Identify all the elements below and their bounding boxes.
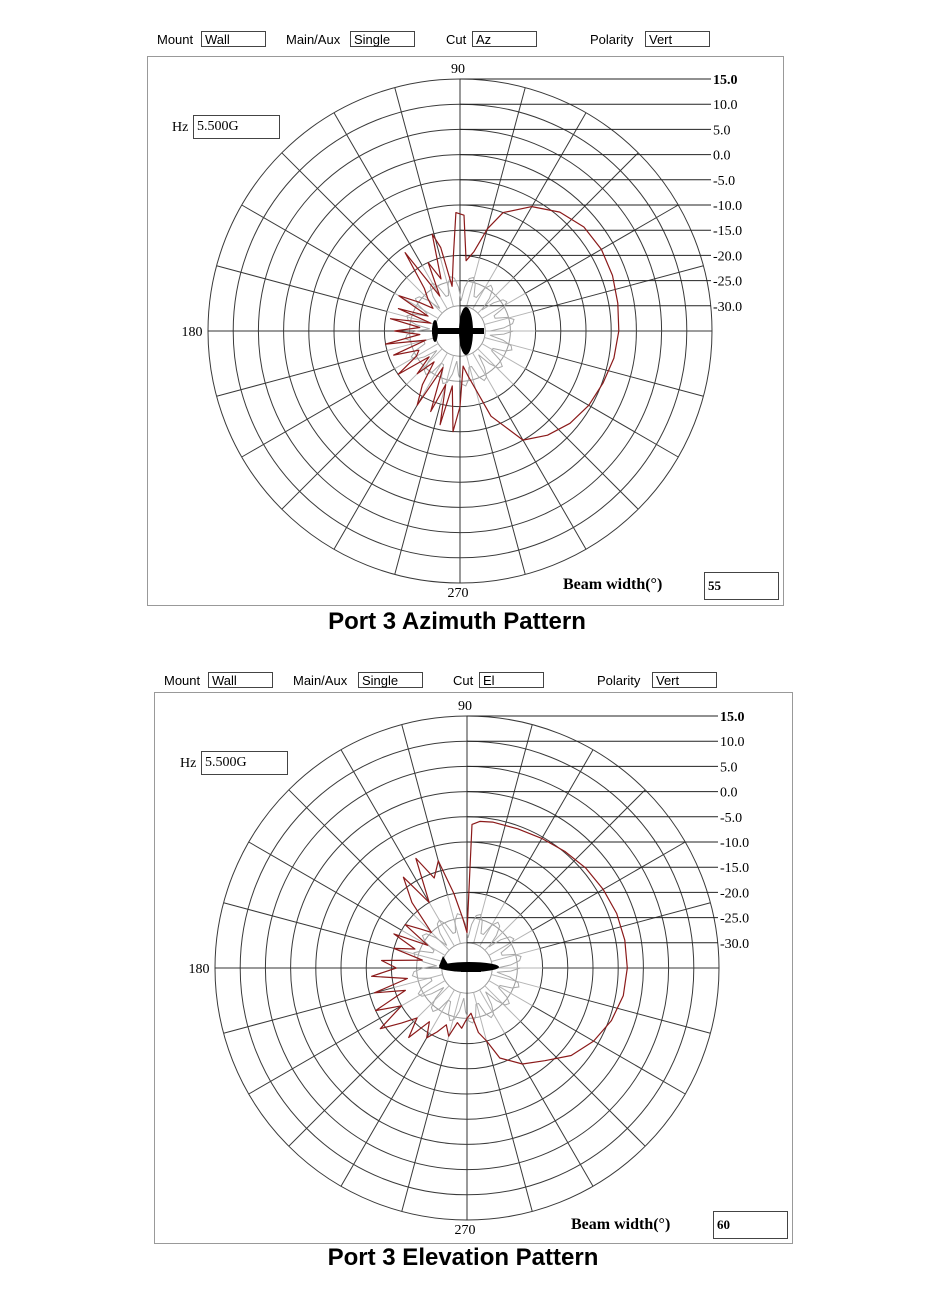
grid-spoke-inner	[402, 981, 446, 1006]
grid-spoke	[513, 384, 638, 509]
grid-spoke	[282, 384, 407, 509]
grid-spoke-inner	[407, 278, 443, 314]
angle-label-top: 90	[458, 699, 472, 714]
radial-tick-label: -15.0	[720, 861, 750, 877]
aircraft-icon	[432, 307, 484, 355]
grid-spoke-inner	[489, 981, 533, 1006]
polarity-field[interactable]: Vert	[652, 672, 717, 688]
mount-field[interactable]: Wall	[201, 31, 266, 47]
grid-spoke	[217, 351, 387, 397]
grid-spoke	[487, 1041, 533, 1211]
grid-spoke-inner	[474, 895, 487, 944]
grid-spoke-inner	[394, 948, 443, 961]
grid-spoke	[224, 988, 394, 1034]
grid-spoke	[402, 1041, 448, 1211]
radial-tick-label: 0.0	[713, 148, 731, 164]
cut-field[interactable]: Az	[472, 31, 537, 47]
radial-tick-label: 5.0	[713, 123, 731, 139]
grid-spoke	[402, 725, 448, 895]
beam-width-label: Beam width(°)	[563, 576, 663, 593]
elevation-panel	[0, 640, 936, 1296]
aircraft-fuselage	[432, 328, 484, 334]
radial-tick-label: -20.0	[713, 249, 743, 265]
radial-tick-label: 5.0	[720, 760, 738, 776]
chart-title: Port 3 Azimuth Pattern	[328, 608, 586, 635]
radial-ticks	[460, 73, 742, 315]
pattern-series-line	[386, 207, 619, 441]
radial-tick-label: -20.0	[720, 886, 750, 902]
polarity-label: Polarity	[597, 673, 641, 688]
grid-spoke	[487, 725, 533, 895]
elevation-polar-chart	[0, 640, 936, 1296]
grid-spoke	[513, 153, 638, 278]
polarity-field[interactable]: Vert	[645, 31, 710, 47]
grid-spoke	[282, 153, 407, 278]
grid-spoke	[395, 88, 441, 258]
grid-spoke	[520, 790, 645, 915]
angle-label-left: 180	[181, 325, 203, 340]
radial-tick-label: -5.0	[720, 810, 743, 826]
grid-spoke	[520, 1021, 645, 1146]
radial-tick-label: -10.0	[720, 836, 750, 851]
mainaux-field[interactable]: Single	[350, 31, 415, 47]
grid-spoke	[395, 404, 441, 574]
radial-tick-label: 10.0	[713, 98, 738, 114]
mount-field[interactable]: Wall	[208, 672, 273, 688]
cut-label: Cut	[453, 673, 474, 688]
cut-field[interactable]: El	[479, 672, 544, 688]
grid-spoke	[480, 88, 526, 258]
angle-label-bottom: 270	[454, 1223, 476, 1238]
radial-tick-label: -5.0	[713, 173, 736, 189]
grid-spoke-inner	[482, 344, 526, 369]
beam-width-field[interactable]: 55	[704, 572, 779, 600]
grid-spoke-inner	[422, 266, 447, 310]
hz-field[interactable]: 5.500G	[201, 751, 288, 775]
radial-tick-label: -25.0	[713, 274, 743, 290]
cut-label: Cut	[446, 32, 467, 47]
radial-tick-label: 10.0	[720, 735, 745, 751]
chart-title: Port 3 Elevation Pattern	[327, 1244, 599, 1271]
grid-spoke	[540, 988, 710, 1034]
mount-label: Mount	[157, 32, 194, 47]
grid-spoke-inner	[480, 990, 505, 1034]
radial-tick-label: 0.0	[720, 785, 738, 801]
grid-spoke	[217, 266, 387, 312]
azimuth-panel	[0, 0, 936, 640]
grid-spoke	[480, 404, 526, 574]
grid-spoke-inner	[414, 986, 450, 1022]
mainaux-label: Main/Aux	[286, 32, 341, 47]
angle-label-bottom: 270	[447, 586, 469, 601]
grid-spoke	[224, 903, 394, 949]
hz-field[interactable]: 5.500G	[193, 115, 280, 139]
azimuth-polar-chart	[0, 0, 936, 640]
beam-width-label: Beam width(°)	[571, 1216, 671, 1233]
grid-spoke-inner	[429, 903, 454, 947]
hz-label: Hz	[180, 756, 197, 771]
radial-tick-label: -25.0	[720, 911, 750, 927]
aircraft-wing	[461, 966, 481, 972]
polarity-label: Polarity	[590, 32, 634, 47]
mount-label: Mount	[164, 673, 201, 688]
grid-spoke-inner	[447, 895, 460, 944]
hz-label: Hz	[172, 120, 189, 135]
grid-spoke-inner	[467, 258, 480, 307]
beam-width-field[interactable]: 60	[713, 1211, 788, 1239]
mainaux-field[interactable]: Single	[358, 672, 423, 688]
angle-label-top: 90	[451, 62, 465, 77]
grid-spoke	[533, 351, 703, 397]
aircraft-tail	[432, 320, 438, 342]
mainaux-label: Main/Aux	[293, 673, 348, 688]
radial-tick-label: -30.0	[720, 936, 750, 952]
grid-spoke	[289, 790, 414, 915]
radial-tick-label: -15.0	[713, 224, 743, 240]
grid-spoke-inner	[387, 338, 436, 351]
radial-tick-label: 15.0	[720, 710, 745, 725]
angle-label-left: 180	[188, 962, 210, 977]
radial-ticks	[467, 710, 749, 952]
radial-tick-label: 15.0	[713, 73, 738, 88]
radial-tick-label: -10.0	[713, 199, 743, 214]
radial-tick-label: -30.0	[713, 299, 743, 315]
grid-spoke	[289, 1021, 414, 1146]
